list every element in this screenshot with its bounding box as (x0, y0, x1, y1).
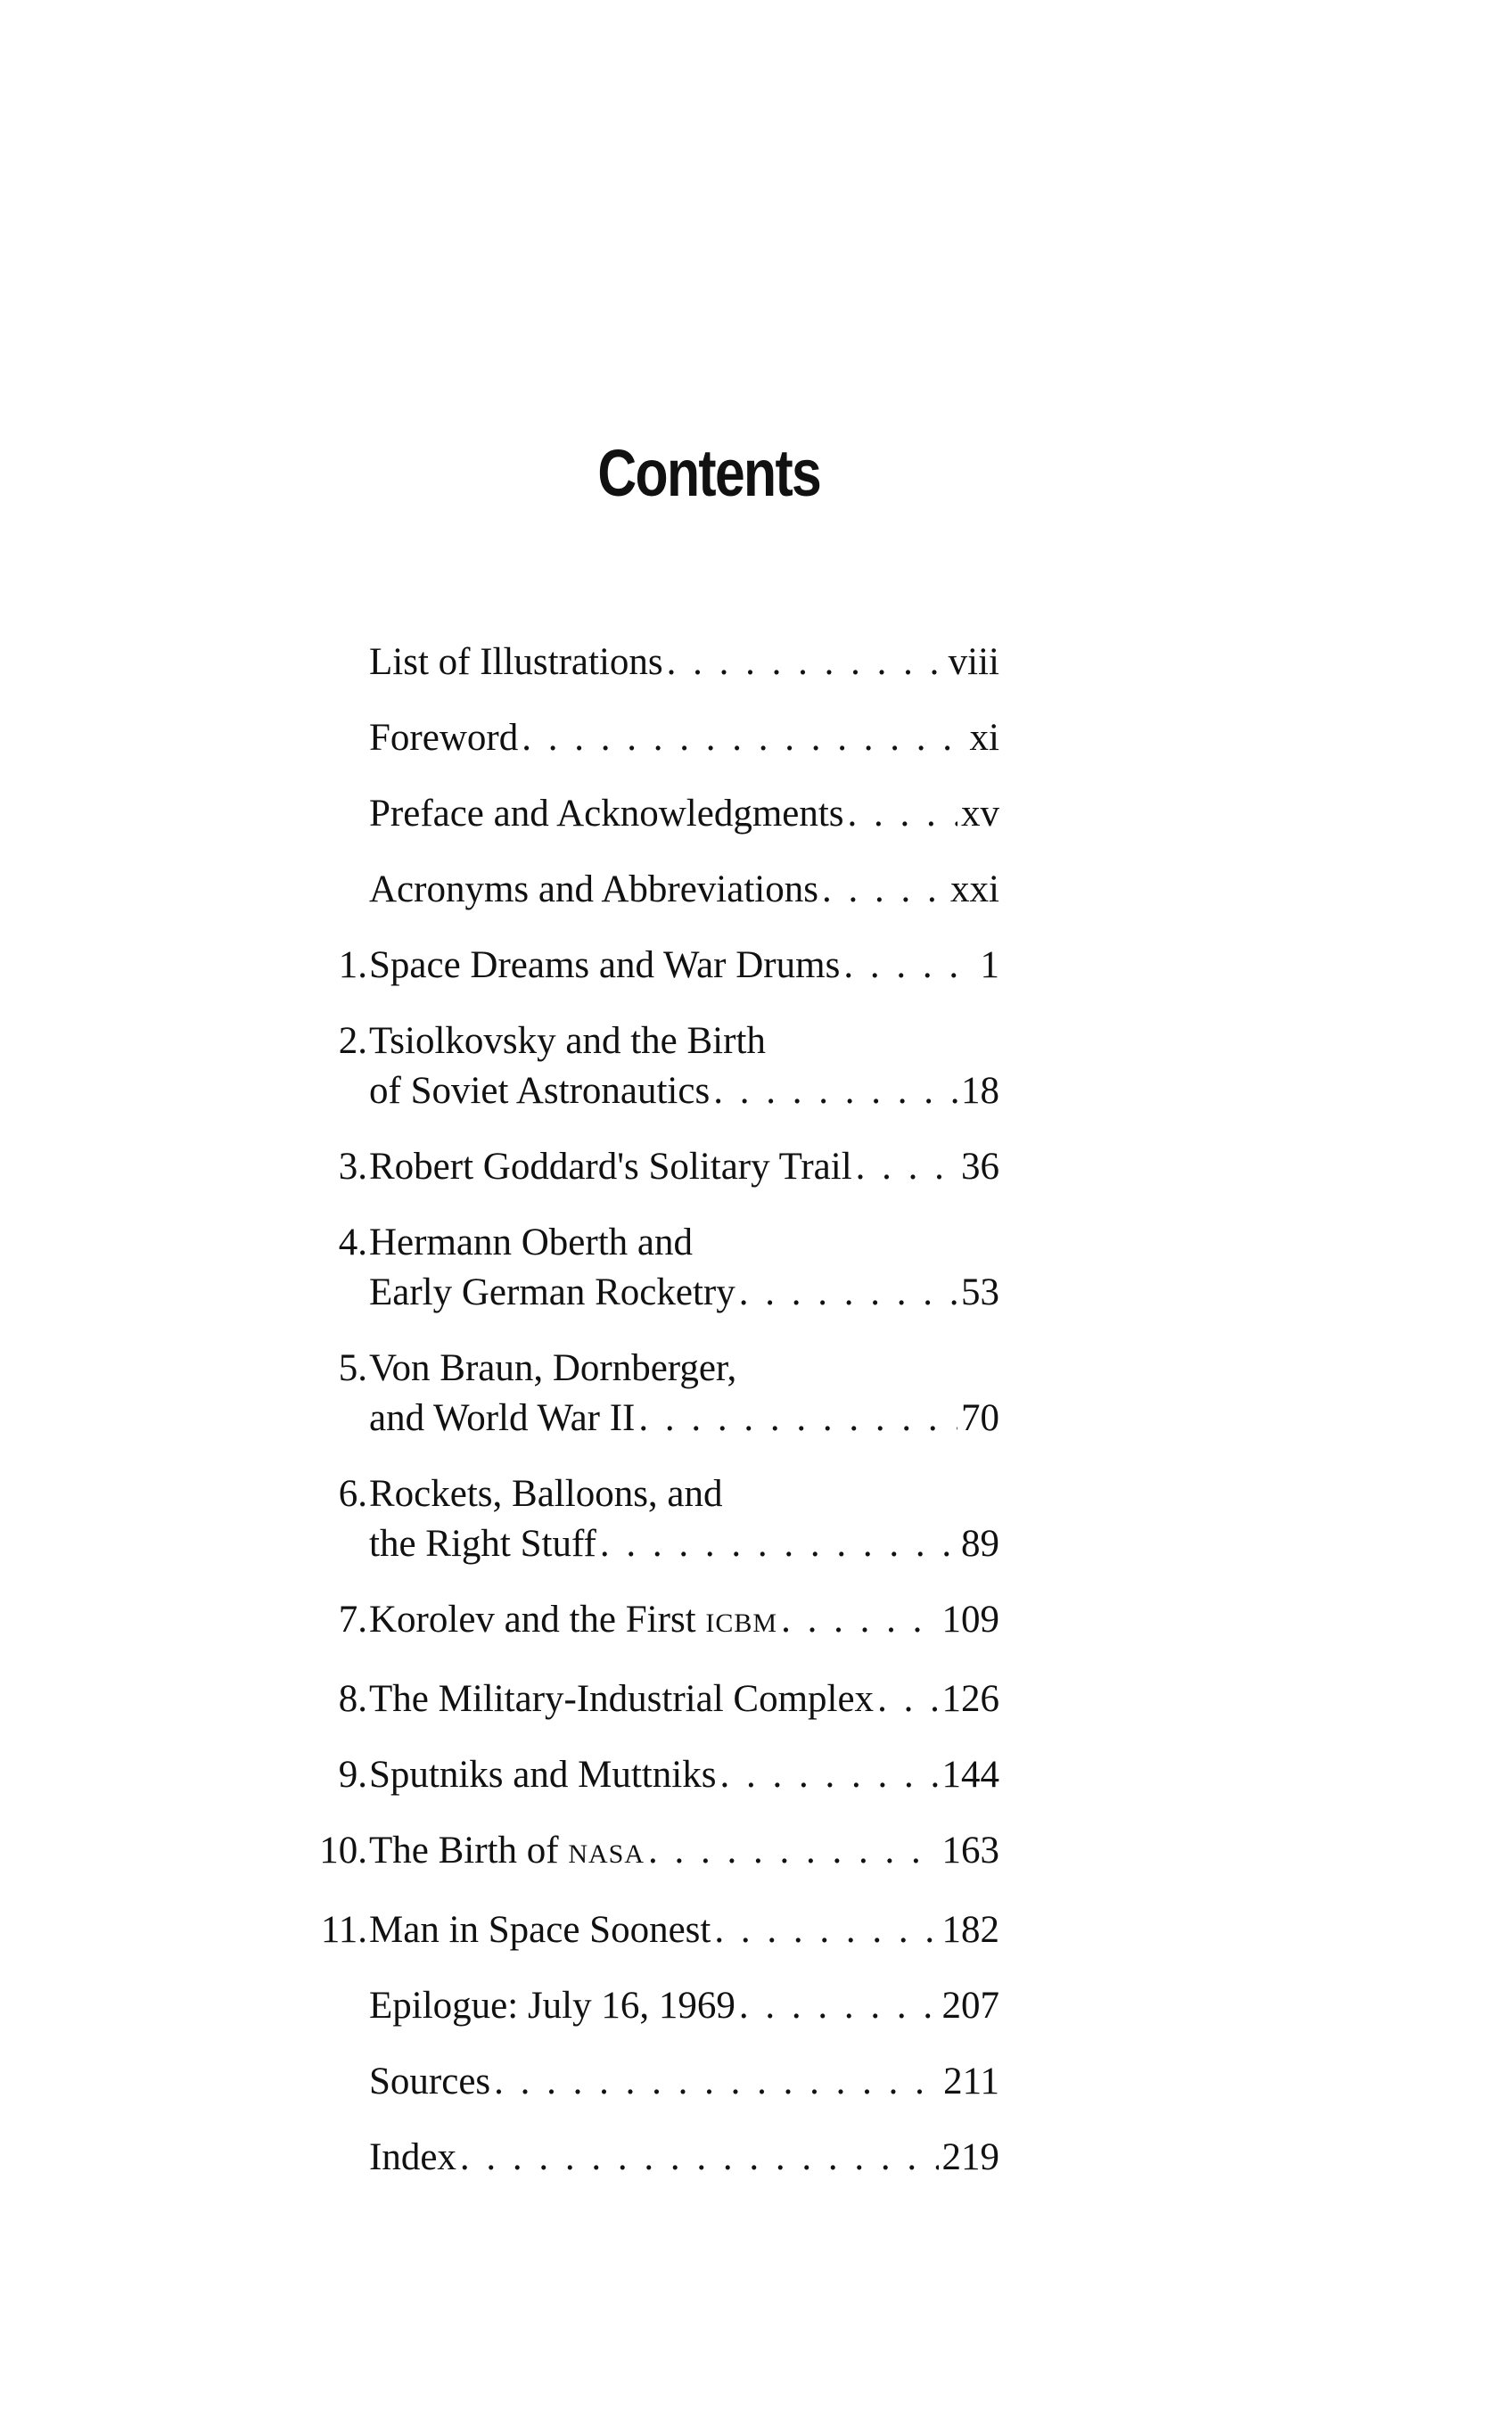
toc-entry-page: 211 (943, 2061, 999, 2102)
dot-leader (856, 1142, 957, 1192)
dot-leader (460, 2133, 939, 2183)
dot-leader (600, 1519, 957, 1569)
toc-entry-page: 1 (980, 944, 999, 986)
toc-entry-acronym: ICBM (705, 1608, 778, 1638)
toc-entry-title-line-1: Von Braun, Dornberger, (369, 1347, 737, 1389)
toc-entry-title-line-1: Rockets, Balloons, and (369, 1473, 723, 1515)
toc-entry-chapter-5 (267, 1344, 1101, 1444)
toc-entry-chapter-3 (267, 1142, 1101, 1192)
toc-entry-number: 7. (338, 1599, 367, 1641)
dot-leader (719, 1750, 938, 1800)
toc-entry-preface (267, 789, 1101, 839)
toc-entry-title: Acronyms and Abbreviations (369, 868, 818, 910)
toc-entry-page: 182 (941, 1909, 999, 1951)
toc-entry-chapter-9 (267, 1750, 1101, 1800)
dot-leader (638, 1394, 957, 1444)
toc-entry-page: xv (961, 793, 999, 835)
toc-entry-title (369, 1595, 777, 1649)
toc-entry-title-text: Korolev and the First (369, 1599, 696, 1641)
toc-entry-acronyms (267, 865, 1101, 915)
dot-leader (848, 789, 957, 839)
dot-leader (648, 1826, 938, 1876)
dot-leader (877, 1674, 938, 1724)
toc-entry-page: 70 (961, 1397, 999, 1439)
dot-leader (713, 1066, 957, 1116)
toc-entry-page: xxi (950, 868, 999, 910)
toc-entry-title: of Soviet Astronautics (369, 1070, 711, 1112)
dot-leader (781, 1595, 938, 1645)
toc-entry-number: 6. (338, 1473, 367, 1515)
dot-leader (494, 2057, 940, 2107)
toc-entry-number: 8. (338, 1678, 367, 1720)
toc-entry-title: Preface and Acknowledgments (369, 793, 844, 835)
toc-entry-title: Sputniks and Muttniks (369, 1754, 717, 1796)
toc-entry-foreword (267, 713, 1101, 763)
toc-entry-number: 10. (319, 1830, 367, 1872)
toc-entry-chapter-6 (267, 1469, 1101, 1569)
toc-entry-list-of-illustrations (267, 638, 1101, 687)
toc-entry-page: 207 (941, 1985, 999, 2027)
toc-entry-acronym: NASA (568, 1839, 645, 1869)
toc-entry-chapter-8 (267, 1674, 1101, 1724)
toc-entry-title: Man in Space Soonest (369, 1909, 711, 1951)
toc-entry-sources (267, 2057, 1101, 2107)
toc-entry-title: Index (369, 2136, 456, 2178)
toc-entry-page: viii (948, 641, 999, 683)
toc-entry-page: 219 (941, 2136, 999, 2178)
toc-entry-page: 18 (961, 1070, 999, 1112)
toc-entry-index (267, 2133, 1101, 2183)
toc-entry-number: 4. (338, 1222, 367, 1263)
toc-entry-title-text: The Birth of (369, 1830, 559, 1872)
toc-entry-title: Early German Rocketry (369, 1271, 735, 1313)
toc-entry-chapter-10 (267, 1826, 1101, 1880)
toc-entry-page: 126 (941, 1678, 999, 1720)
dot-leader (739, 1981, 939, 2031)
toc-entry-number: 11. (320, 1909, 367, 1951)
toc-entry-page: xi (969, 717, 999, 759)
toc-entry-chapter-11 (267, 1905, 1101, 1955)
toc-entry-title-line-1: Tsiolkovsky and the Birth (369, 1020, 766, 1062)
dot-leader (739, 1268, 957, 1318)
toc-entry-title: Sources (369, 2061, 491, 2102)
dot-leader (667, 638, 945, 687)
toc-entry-number: 5. (338, 1347, 367, 1389)
toc-entry-page: 109 (941, 1599, 999, 1641)
toc-entry-page: 89 (961, 1523, 999, 1565)
toc-entry-number: 1. (338, 944, 367, 986)
toc-entry-number: 9. (338, 1754, 367, 1796)
dot-leader (843, 941, 976, 991)
toc-entry-title: Robert Goddard's Solitary Trail (369, 1146, 852, 1188)
toc-entry-epilogue (267, 1981, 1101, 2031)
toc-entry-title: Space Dreams and War Drums (369, 944, 841, 986)
toc-entry-page: 53 (961, 1271, 999, 1313)
toc-entry-title: The Military-Industrial Complex (369, 1678, 875, 1720)
dot-leader (714, 1905, 938, 1955)
page-title: Contents (597, 435, 821, 510)
dot-leader (822, 865, 947, 915)
toc-entry-chapter-4 (267, 1218, 1101, 1318)
toc-entry-title (369, 1826, 645, 1880)
toc-entry-title: Foreword (369, 717, 519, 759)
toc-entry-title: and World War II (369, 1397, 636, 1439)
toc-entry-title: List of Illustrations (369, 641, 663, 683)
dot-leader (522, 713, 966, 763)
toc-entry-number: 3. (338, 1146, 367, 1188)
toc-entry-page: 144 (941, 1754, 999, 1796)
toc-entry-chapter-2 (267, 1016, 1101, 1116)
toc-entry-title: the Right Stuff (369, 1523, 596, 1565)
toc-entry-title: Epilogue: July 16, 1969 (369, 1985, 735, 2027)
toc-entry-page: 163 (941, 1830, 999, 1872)
toc-entry-chapter-1 (267, 941, 1101, 991)
table-of-contents (267, 638, 1101, 2183)
toc-entry-title-line-1: Hermann Oberth and (369, 1222, 693, 1263)
toc-entry-number: 2. (338, 1020, 367, 1062)
toc-entry-chapter-7 (267, 1595, 1101, 1649)
toc-entry-page: 36 (961, 1146, 999, 1188)
